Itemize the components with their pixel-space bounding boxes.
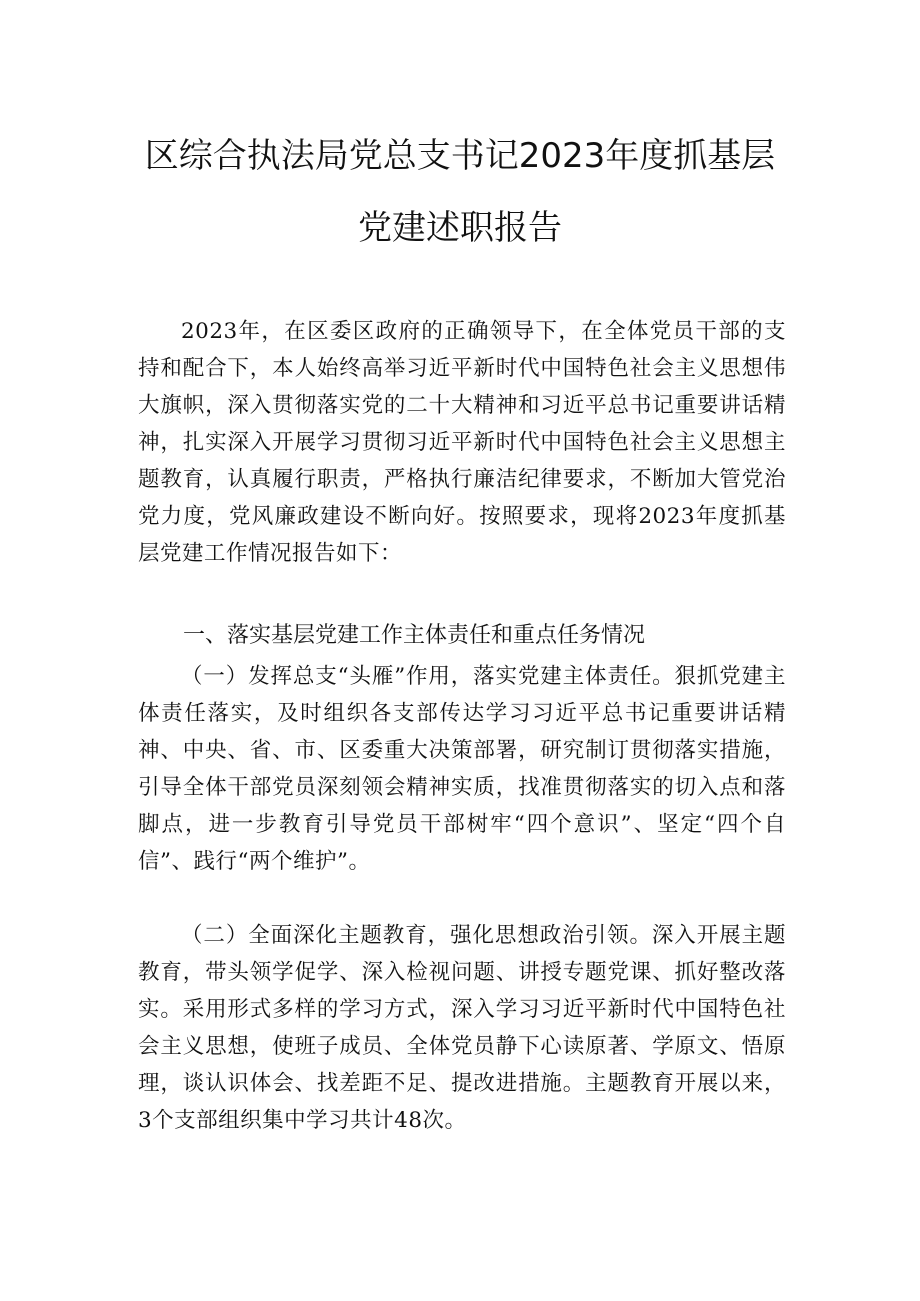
section1-item2-paragraph: （二）全面深化主题教育，强化思想政治引领。深入开展主题教育，带头领学促学、深入检视问题、讲授专题党课、抓好整改落实。采用形式多样的学习方式，深入学习习近平新时代中国特色社会主义思想，使班子成员、全体党员静下心读原著、学原文、悟原理，谈认识体会、找差距不足、提改进措施。主题教育开展以来，3个支部组织集中学习共计48次。: [138, 923, 786, 1133]
section1-heading: 一、落实基层党建工作主体责任和重点任务情况: [183, 623, 646, 648]
document-title-line1: 区综合执法局党总支书记2023年度抓基层: [144, 136, 776, 176]
section1-item1-paragraph: （一）发挥总支“头雁”作用，落实党建主体责任。狠抓党建主体责任落实，及时组织各支部传达学习习近平总书记重要讲话精神、中央、省、市、区委重大决策部署，研究制订贯彻落实措施，引导全体干部党员深刻领会精神实质，找准贯彻落实的切入点和落脚点，进一步教育引导党员干部树牢“四个意识”、坚定“四个自信”、践行“两个维护”。: [138, 664, 786, 874]
document-title-line2: 党建述职报告: [358, 208, 562, 248]
intro-paragraph: 2023年，在区委区政府的正确领导下，在全体党员干部的支持和配合下，本人始终高举习近平新时代中国特色社会主义思想伟大旗帜，深入贯彻落实党的二十大精神和习近平总书记重要讲话精神，扎实深入开展学习贯彻习近平新时代中国特色社会主义思想主题教育，认真履行职责，严格执行廉洁纪律要求，不断加大管党治党力度，党风廉政建设不断向好。按照要求，现将2023年度抓基层党建工作情况报告如下：: [138, 319, 786, 566]
